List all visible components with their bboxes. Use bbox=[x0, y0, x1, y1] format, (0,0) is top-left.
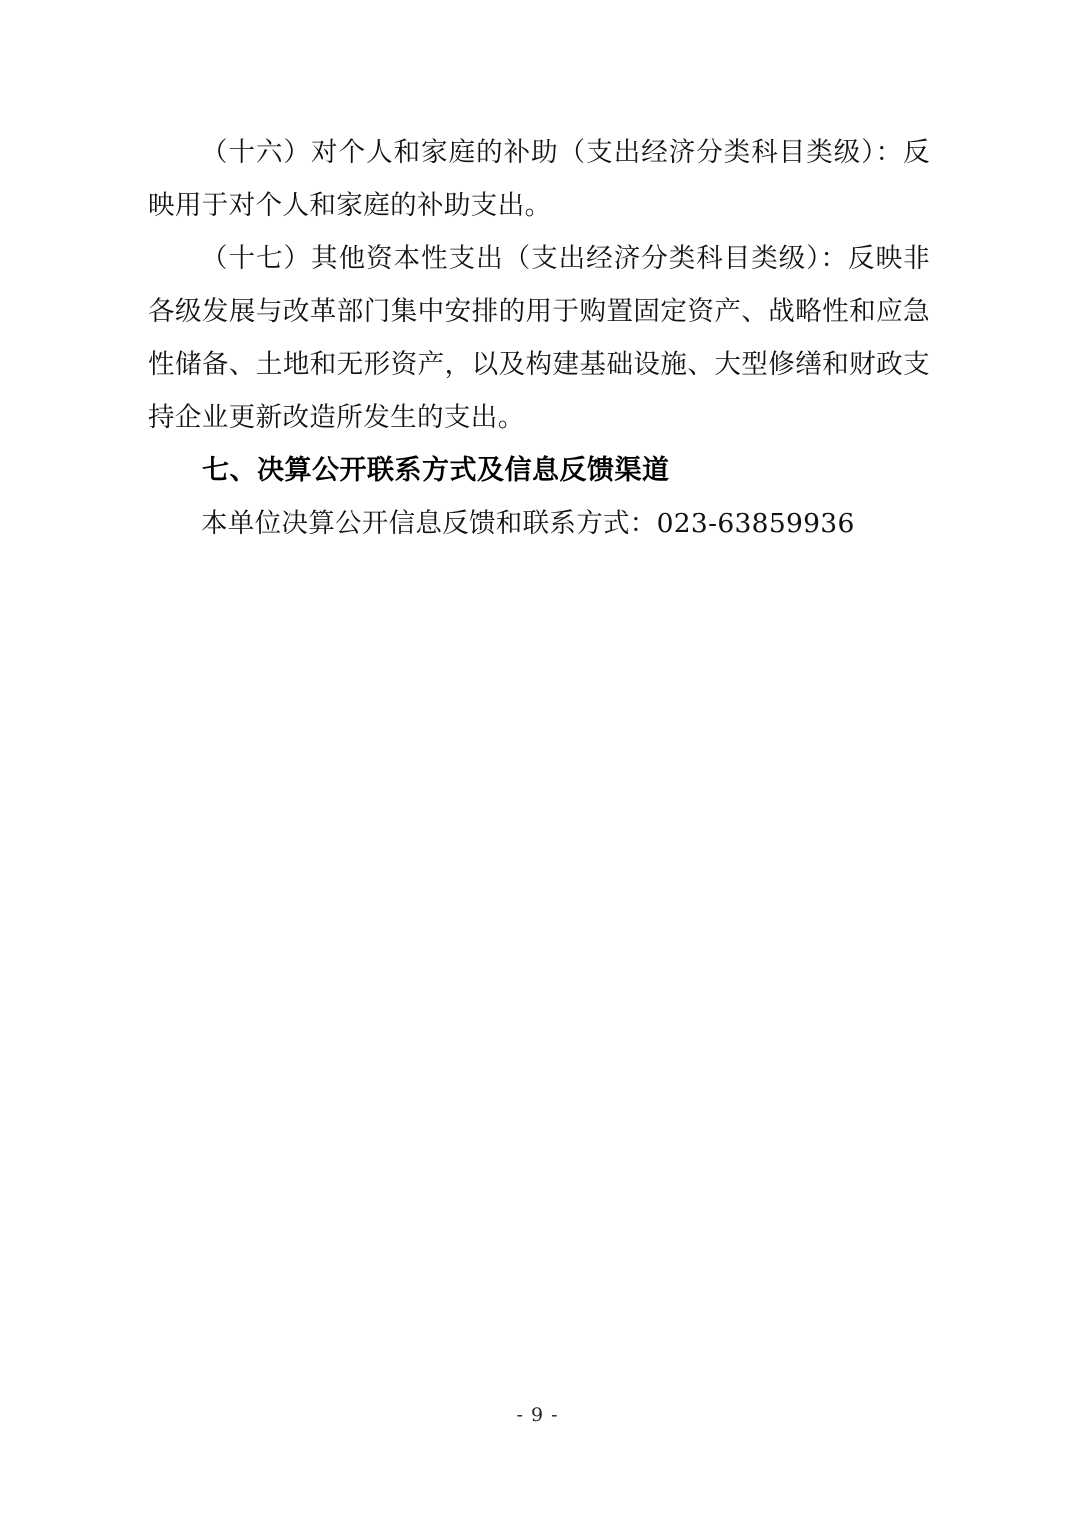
page-number: - 9 - bbox=[516, 1404, 559, 1426]
paragraph-sixteen: （十六）对个人和家庭的补助（支出经济分类科目类级）：反映用于对个人和家庭的补助支出。 bbox=[148, 137, 930, 221]
contact-line: 本单位决算公开信息反馈和联系方式：023-63859936 bbox=[201, 508, 855, 539]
section-heading-seven: 七、决算公开联系方式及信息反馈渠道 bbox=[202, 455, 670, 486]
paragraph-seventeen: （十七）其他资本性支出（支出经济分类科目类级）：反映非各级发展与改革部门集中安排的用于购置固定资产、战略性和应急性储备、土地和无形资产，以及构建基础设施、大型修缮和财政支持企业更新改造所发生的支出。 bbox=[148, 243, 930, 433]
page-content bbox=[148, 126, 930, 550]
